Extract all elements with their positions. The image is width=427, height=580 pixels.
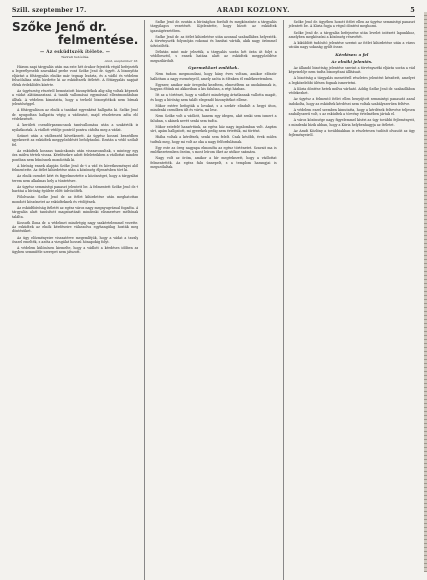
paragraph: Szőke Jenő dr. ügyében hozott ítélet ellen az ügyész semmiségi panaszt jelentett be. A Kúria fogja a végső döntést meghozni. (288, 20, 415, 29)
paragraph: Délután mint már jeleztük, a tárgyalás során hét órán át folyt a védőbeszéd, s ennek hatása alatt az esküdtek meggyőződése megszilárdult. (150, 49, 277, 63)
headline-line-2: felmentése. (57, 33, 139, 47)
kicker: — Az esküdtszék ítélete. — (40, 49, 111, 54)
paragraph: Mikor estére befogták a lovakat, s a szekér elindult a hegyi úton, mindenki csendben ült és várta, mi lesz. (150, 103, 277, 113)
paragraph: Szőke Jenő dr. az itélet kihirdetése után azonnal szabadlábra helyezték. A törvényszék folyosóján rokonai és barátai várták, akik nagy örömmel üdvözölték. (150, 34, 277, 48)
paragraph: A főtárgyaláson az elnök a tanúkat egyenként hallgatta ki. Szőke Jenő dr. nyugodtan hallgatta végig a vádiratot, majd részletesen adta elő védekezését. (12, 108, 139, 122)
paragraph: Az ügyész semmiségi panaszt jelentett be. A felmentett Szőke Jenő dr.-t barátai a bíróság épülete előtt üdvözölték. (12, 184, 139, 194)
column-2-body (150, 20, 276, 170)
paragraph: Az ügyészség részéről bemutatott bizonyítékok alig-alig voltak képesek a vádat alátámasztani. A tanúk vallomásai egymással ellentmondásban álltak. A védelem kimutatta, hogy a terhelő bizonyítékok nem bírnak jelentőséggel. (12, 88, 139, 107)
paragraph: A védelem ezzel szemben kimutatta, hogy a kérdések feltevése teljesen szabályszerű volt, s az esküdtek a törvény értelmében jártak el. (288, 107, 415, 117)
masthead: ARADI KOZLONY. (217, 6, 290, 14)
dateline: Távirati tudósítás. (61, 55, 90, 59)
columns (12, 20, 415, 580)
paragraph: Itt az a történet, hogy a vádlott mindvégig ártatlannak vallotta magát, és hogy a bíróság nem talált elegendő bizonyítékot ellene. (150, 93, 277, 102)
section-heading: Az elnöki jelentés. (331, 58, 373, 64)
paragraph: Hiába voltak a kérdések, senki sem felelt. Csak később, évek múlva tudtuk meg, hogy mi volt az oka a nagy felfordulásnak. (150, 135, 277, 144)
paragraph: Három napi tárgyalás után ma este hét órakor fejezték végül befejezték a legerélyesebb szavakkal perbe vont Szőke Jenő dr. ügyét. A bizonyítás eljárást a főtárgyalás elnöke már tegnap lezárta, és a vádló és védelem felszólalása után hirdette ki az esküdtszék ítéletét. A főtárgyalás napjait élénk érdeklődés kísérte. (12, 65, 139, 87)
paragraph: A kiküldött tudósító jelentése szerint az ítélet kihirdetése után a város utcáin nagy sokaság gyűlt össze. (288, 41, 415, 50)
paragraph: A bíróság ennek alapján Szőke Jenő dr.-t a vád és következményei alól felmentette. Az ítélet kihirdetése után a közönség éljenzésben tört ki. (12, 163, 139, 173)
paragraph: Az esküdtbíróság ítéletét az egész város nagy megnyugvással fogadta. A tárgyalás alatt tanúsított magatartását mindenki elismerésre méltónak találta. (12, 205, 139, 219)
issue-date: Szill. szeptember 17. (12, 7, 87, 14)
paragraph: Nem Szőke volt a vádlott, hanem egy idegen, akit senki sem ismert a faluban, s akinek nevét senki sem tudta. (150, 114, 277, 123)
paragraph: Az Aradi Közlöny a továbbiakban is részletesen tudósít olvasóit az ügy fejleményeiről. (288, 128, 415, 138)
paragraph: Az ügy előzményeire visszatérve megemlítjük, hogy a vádat a tavaly ősszel emelték, s azóta a vizsgálat hosszú hónapokig folyt. (12, 235, 139, 244)
page-header (12, 6, 415, 15)
paragraph: Egyszer, amikor már öregedni kezdtem, elmeséltem az unokáimnak is, hogyan éltünk mi akkoriban a kis faluban, a régi házban. (150, 82, 277, 92)
paragraph: A kerületi csendőrparancsnok tanúvallomása után a szakértők is nyilatkoztak. A vádlott védője pontról pontra cáfolta meg a vádat. (12, 123, 139, 132)
paragraph: Szőke Jenő dr. ezután a bírósághoz fordult és megköszönte a tárgyalás tárgyilagos vezetését. Kijelentette, hogy bízott az esküdtek igazságérzetében. (150, 20, 277, 33)
column-2 (144, 20, 276, 580)
paragraph: A Kúria döntése hetek múlva várható. Addig Szőke Jenő dr. szabadlábon védekezhet. (288, 86, 415, 96)
column-3-body (289, 20, 415, 138)
paragraph: Nagy volt az öröm, amikor a hír megérkezett, hogy a vádlottat felmentették. Az egész falu ünnepelt, s a templom harangjai is megszólaltak. (150, 156, 277, 170)
paragraph: Az elnök csendet kért és figyelmeztette a közönséget, hogy a tárgyalási terem nem alkalmas hely a tüntetésre. (12, 174, 139, 183)
paragraph: Kossuth Ilona dr. a védelmet mindvégig nagy szakértelemmel vezette. Az esküdtek az elnök kérdéseire válaszolva egyhangúlag hozták meg döntésüket. (12, 220, 139, 234)
paragraph: A város közönsége nagy figyelemmel kíséri az ügy további fejleményeit, s mindenki bízik abban, hogy a Kúria helybenhagyja az ítéletet. (288, 118, 415, 127)
column-1 (12, 20, 138, 580)
paragraph: Mikor estefelé hazaértünk, az egész ház nagy izgalomban volt. Anyám sírt, apám hallgatott, mi gyerekek pedig nem értettük, mi történt. (150, 124, 277, 134)
section-heading: Kérdéses: a fel (335, 51, 369, 57)
column-1-body (12, 65, 138, 255)
paragraph: Szünet után a vádbeszéd következett. Az ügyész hosszú beszédben igyekezett az esküdtek meggyőződését befolyásolni. Ezután a védő szólalt fel. (12, 133, 139, 147)
paragraph: A bizottság a tárgyalás menetéről részletes jelentést készített, amelyet a legközelebbi ülésen fognak ismertetni. (288, 76, 415, 85)
page-number: 5 (410, 6, 415, 14)
paragraph: Az esküdtek hosszas tanácskozás után visszavonultak, s mintegy egy óra múlva tértek vissza. Kérdésekre adott feleleteikben a vádlottat minden pontban nem bűnösnek mondották ki. (12, 148, 139, 162)
paragraph: Fölolvasás: Szőke Jenő dr. az ítélet kihirdetése után meghatottan mondott köszönetet az esküdteknek és védőjének. (12, 195, 139, 204)
paragraph: Szőke Jenő dr. a tárgyalás befejezése után levelet intézett lapunkhoz, amelyben megköszöni a közönség részvétét. (288, 30, 415, 39)
paragraph: Egy este az öreg nagyapa elmondta az egész történetet. Szavait ma is emlékezetemben őrzöm, s most leírom őket az utókor számára. (150, 145, 277, 155)
column-3 (283, 20, 415, 580)
paragraph: A védelem különösen kiemelte, hogy a vádlott a kérdéses időben az ügyben semmiféle szerepet nem játszott. (12, 246, 139, 255)
headline-line-1: Szőke Jenő dr. (12, 20, 107, 34)
byline: Arad, szeptember 16. (104, 59, 139, 63)
paragraph: Az állandó bizottság jelentése szerint a törvényszéki eljárás során a vád képviselője nem tudta bizonyítani állításait. (288, 65, 415, 75)
header-rule (12, 16, 415, 17)
paragraph: Nem tudom megmondani, hogy hány éves voltam, amikor először hallottam a nagy eseményről, amely azóta is élénken él emlékezetemben. (150, 72, 277, 81)
section-heading: Gyermekkori emlékek. (188, 65, 239, 71)
paragraph: Az ügyész a felmentő ítélet ellen benyújtott semmiségi panaszát azzal indokolta, hogy az esküdtek kérdései nem voltak szabályszerűen feltéve. (288, 97, 415, 106)
